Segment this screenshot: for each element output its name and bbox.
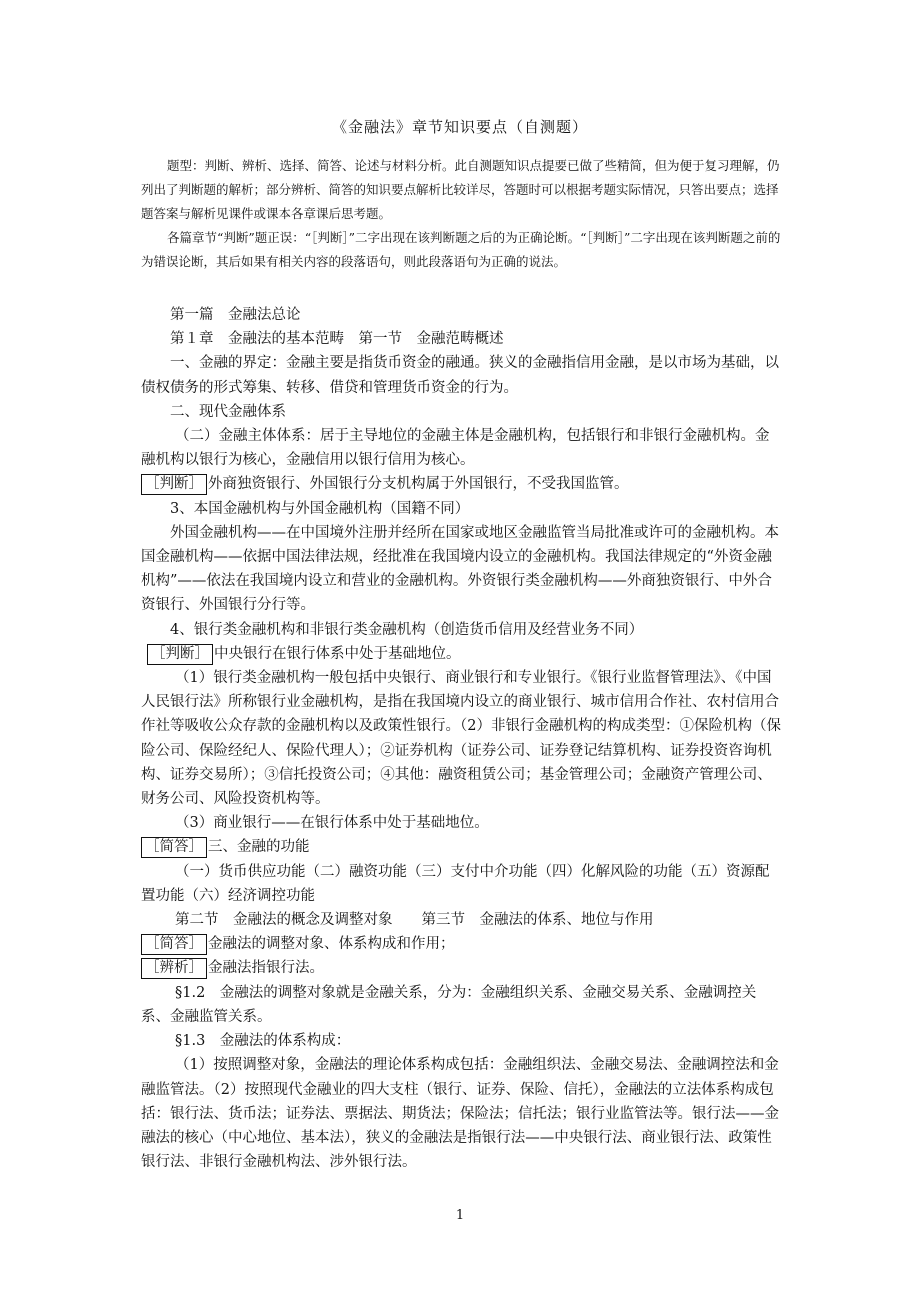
judgement-item-foreign-banks: [141, 472, 783, 496]
paragraph-finance-definition: 一、金融的界定：金融主要是指货币资金的融通。狭义的金融指信用金融，是以市场为基础，以债权债务的形式筹集、转移、借贷和管理货币资金的行为。: [141, 355, 779, 396]
section-bank-nonbank: 4、银行类金融机构和非银行类金融机构（创造货币信用及经营业务不同）: [170, 621, 644, 638]
intro-block: [141, 154, 781, 274]
paragraph-foreign-institutions: 外国金融机构——在中国境外注册并经所在国家或地区金融监管当局批准或许可的金融机构。本国金融机构——依据中国法律法规，经批准在我国境内设立的金融机构。我国法律规定的“外资金融机构”——依法在我国境内设立和营业的金融机构。外资银行类金融机构——外商独资银行、中外合资银行、外国银行分行等。: [141, 524, 779, 614]
chapter-heading: 第１章 金融法的基本范畴 第一节 金融范畴概述: [170, 331, 504, 348]
section-modern-finance-system: 二、现代金融体系: [170, 403, 286, 420]
short-answer-tag: ［简答］: [141, 837, 207, 858]
intro-paragraph-judgement-rule: 各篇章节“判断”题正误：“［判断］”二字出现在该判断题之后的为正确论断。“［判断］”二字出现在该判断题之前的为错误论断，其后如果有相关内容的段落语句，则此段落语句为正确的说法。: [141, 230, 781, 269]
judgement-tag: ［判断］: [147, 644, 213, 665]
paragraph-commercial-bank: （3）商业银行——在银行体系中处于基础地位。: [175, 815, 489, 832]
analysis-text: 金融法指银行法。: [208, 960, 324, 977]
short-answer-tag: ［简答］: [141, 934, 207, 955]
short-answer-text: 金融法的调整对象、体系构成和作用；: [208, 936, 455, 953]
document-title: 《金融法》章节知识要点（自测题）: [331, 118, 588, 136]
analysis-tag: ［辨析］: [141, 958, 207, 979]
paragraph-law-system: （1）按照调整对象，金融法的理论体系构成包括：金融组织法、金融交易法、金融调控法和金融监管法。（2）按照现代金融业的四大支柱（银行、证券、保险、信托），金融法的立法体系构成包括：银行法、货币法；证券法、票据法、期货法；保险法；信托法；银行业监管法等。银行法——金融法的核心（中心地位、基本法），狭义的金融法是指银行法——中央银行法、商业银行法、政策性银行法、非银行金融机构法、涉外银行法。: [141, 1057, 779, 1171]
judgement-text: 外商独资银行、外国银行分支机构属于外国银行，不受我国监管。: [208, 476, 629, 493]
paragraph-1-2: §1.2 金融法的调整对象就是金融关系，分为：金融组织关系、金融交易关系、金融调控关系、金融监管关系。: [141, 984, 757, 1025]
section-headings-2-3: 第二节 金融法的概念及调整对象 第三节 金融法的体系、地位与作用: [175, 912, 654, 929]
paragraph-finance-functions: （一）货币供应功能（二）融资功能（三）支付中介功能（四）化解风险的功能（五）资源配置功能（六）经济调控功能: [141, 863, 770, 904]
judgement-item-central-bank: [141, 642, 783, 666]
judgement-text: 中央银行在银行体系中处于基础地位。: [214, 645, 461, 662]
judgement-tag: ［判断］: [141, 474, 207, 495]
short-answer-text: 三、金融的功能: [208, 839, 310, 856]
page-number: 1: [455, 1208, 465, 1223]
paragraph-bank-categories: （1）银行类金融机构一般包括中央银行、商业银行和专业银行。《银行业监督管理法》、《中国人民银行法》所称银行业金融机构，是指在我国境内设立的商业银行、城市信用合作社、农村信用合作社等吸收公众存款的金融机构以及政策性银行。（2）非银行金融机构的构成类型：①保险机构（保险公司、保险经纪人、保险代理人）；②证券机构（证券公司、证券登记结算机构、证券投资咨询机构、证券交易所）；③信托投资公司；④其他：融资租赁公司；基金管理公司；金融资产管理公司、财务公司、风险投资机构等。: [141, 670, 781, 808]
part-heading: 第一篇 金融法总论: [170, 307, 301, 323]
intro-paragraph-types: 题型：判断、辨析、选择、简答、论述与材料分析。此自测题知识点提要已做了些精简，但为便于复习理解，仍列出了判断题的解析；部分辨析、简答的知识要点解析比较详尽，答题时可以根据考题实际情况，只答出要点；选择题答案与解析见课件或课本各章课后思考题。: [141, 158, 780, 221]
section-domestic-foreign: 3、本国金融机构与外国金融机构（国籍不同）: [170, 500, 470, 517]
paragraph-1-3-heading: §1.3 金融法的体系构成：: [175, 1033, 351, 1050]
short-answer-item-functions: [141, 835, 783, 859]
analysis-item-banking-law: [141, 956, 783, 980]
paragraph-financial-subjects: （二）金融主体体系：居于主导地位的金融主体是金融机构，包括银行和非银行金融机构。金融机构以银行为核心，金融信用以银行信用为核心。: [141, 428, 770, 469]
short-answer-item-law-scope: [141, 932, 783, 956]
document-body: [141, 303, 783, 1174]
